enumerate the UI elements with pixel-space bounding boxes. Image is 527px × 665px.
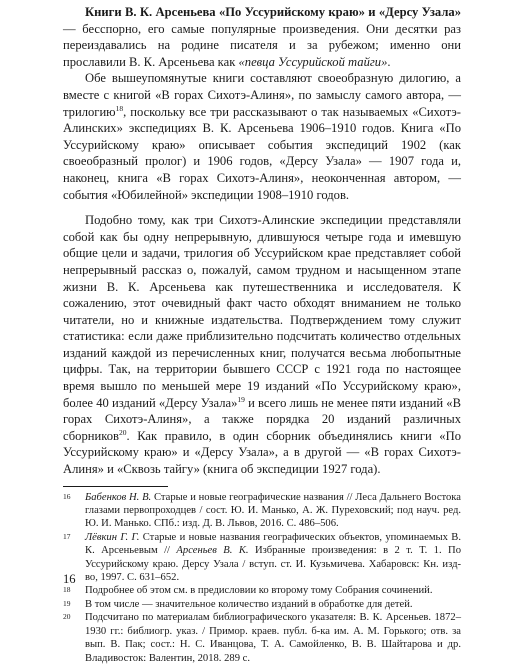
footnotes <box>63 491 461 665</box>
footnote-text: В том числе — значительное количество изданий в обработке для детей. <box>85 598 413 610</box>
paragraph-2-text-a: Обе вышеупомянутые книги составляют своеобразную дилогию, а вместе с книгой «В горах Сихотэ-Алиня», по замыслу самого автора, — трилогию <box>63 71 461 119</box>
footnote-divider <box>63 486 168 487</box>
footnote-author-2: Арсеньев В. К. <box>176 545 249 557</box>
footnote-number: 16 <box>63 491 71 501</box>
footnote-text: Старые и новые географические названия // Леса Дальнего Востока глазами первопроходцев / сост. Ю. И. Манько, А. Ж. Пуреховский; под науч. ред. Ю. И. Манько. СПб.: изд. Д. В. Львов, 2016. С. 486–506. <box>85 491 462 530</box>
paragraph-3 <box>63 212 461 478</box>
italic-phrase: «певца Уссурийской тайги» <box>238 54 388 69</box>
footnote-16 <box>63 491 461 531</box>
footnote-17 <box>63 531 461 585</box>
footnote-18 <box>63 584 461 597</box>
paragraph-1-text-a: — бесспорно, его самые популярные произведения. Они десятки раз переиздавались на родине писателя и за рубежом; именно они прославили В. К. Арсеньева как <box>63 21 461 69</box>
footnote-author: Лёвкин Г. Г. <box>85 531 140 543</box>
main-text <box>63 4 461 478</box>
footnote-text-2: Избранные произведения: в 2 т. Т. 1. По Уссурийскому краю. Дерсу Узала / вступ. ст. И. Кузьмичева. Хабаровск: Кн. изд-во, 1997. С. 631–652. <box>85 545 461 584</box>
footnote-number: 18 <box>63 585 71 595</box>
paragraph-3-text-c: . Как правило, в один сборник объединялись книги «По Уссурийскому краю» и «Дерсу Узала», а в другой — «В горах Сихотэ-Алиня» и «Сквозь тайгу» (книга об экспедиции 1927 года). <box>63 428 461 477</box>
footnote-ref-20: 20 <box>118 427 127 437</box>
footnote-text: Старые и новые названия географических объектов, упоминаемых В. К. Арсеньевым // <box>85 531 461 557</box>
page-number: 16 <box>63 572 76 586</box>
footnote-text: Подсчитано по материалам библиографического указателя: В. К. Арсеньев. 1872–1930 гг.: библиогр. указ. / Примор. краев. публ. б-ка им. А. М. Горького; отв. за вып. В. Пак; сост.: Н. С. Иванцова, Т. А. Самойленко, В. В. Шайтарова и др. Владивосток: Валентин, 2018. 289 с. <box>85 612 461 664</box>
footnote-text: Подробнее об этом см. в предисловии ко второму тому Собрания сочинений. <box>85 585 433 597</box>
page-content <box>63 4 461 665</box>
paragraph-3-text-b: и всего лишь не менее пяти изданий «В горах Сихотэ-Алиня», а также порядка 20 изданий различных сборников <box>63 395 461 443</box>
footnote-ref-19: 19 <box>237 394 245 404</box>
paragraph-2 <box>63 70 461 203</box>
footnote-ref-18: 18 <box>115 103 124 113</box>
footnote-20 <box>63 611 461 665</box>
paragraph-1-text-b: . <box>387 54 391 69</box>
bold-title: Книги В. К. Арсеньева «По Уссурийскому краю» и «Дерсу Узала» <box>85 5 461 19</box>
footnote-number: 19 <box>63 598 71 608</box>
footnote-number: 17 <box>63 531 71 541</box>
paragraph-1 <box>63 4 461 70</box>
footnote-author: Бабенков Н. В. <box>85 491 152 503</box>
paragraph-3-text-a: Подобно тому, как три Сихотэ-Алинские экспедиции представляли собой как бы одну непрерывную, длившуюся четыре года и имевшую общие цели и задачи, трилогия об Уссурийском крае представляет собой непрерывный рассказ о, пожалуй, самом трудном и насыщенном этапе жизни В. К. Арсеньева как путешественника и исследователя. К сожалению, этот очевидный факт часто обходят вниманием не только читатели, но и книжные издательства. Подтверждением тому служит статистика: если даже приблизительно подсчитать количество отдельных изданий каждой из перечисленных книг, получатся весьма любопытные цифры. Так, на территории бывшего СССР с 1921 года по настоящее время вышло по меньшей мере 19 изданий «По Уссурийскому краю», более 40 изданий «Дерсу Узала» <box>63 213 461 410</box>
paragraph-2-text-b: , поскольку все три рассказывают о так называемых «Сихотэ-Алинских» экспедициях В. К. Арсеньева 1906–1910 годов. Книга «По Уссурийскому краю» описывает события экспедиций 1902 (как своеобразный пролог) и 1906 годов, «Дерсу Узала» — 1907 года и, наконец, книга «В горах Сихотэ-Алиня», неоконченная автором, — события «Юбилейной» экспедиции 1908–1910 годов. <box>63 104 461 202</box>
footnote-number: 20 <box>63 612 71 622</box>
